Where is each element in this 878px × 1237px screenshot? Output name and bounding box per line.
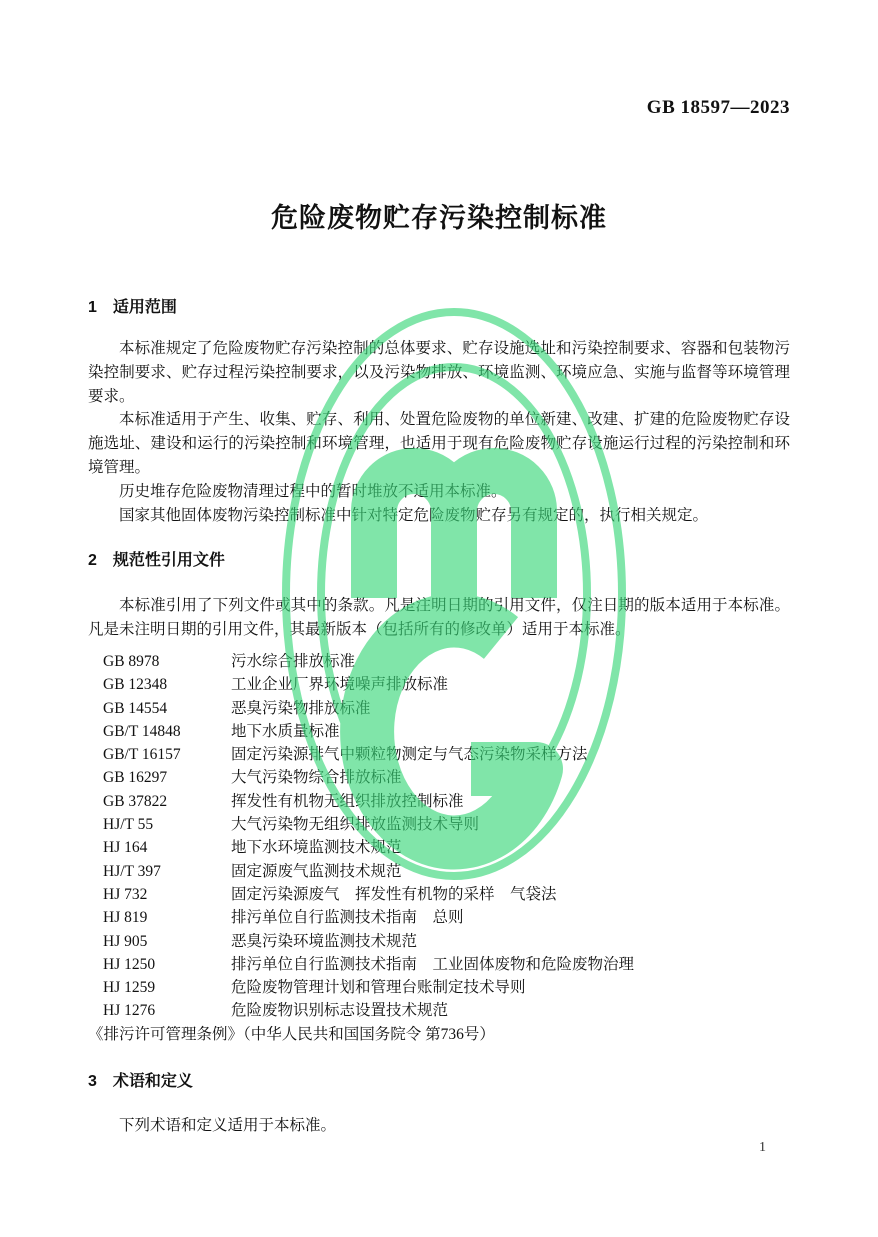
reference-title: 固定污染源排气中颗粒物测定与气态污染物采样方法 — [231, 746, 588, 764]
reference-code: GB 16297 — [103, 769, 168, 787]
reference-row — [88, 976, 790, 999]
reference-title: 危险废物管理计划和管理台账制定技术导则 — [231, 979, 526, 997]
reference-code: HJ 905 — [103, 932, 148, 950]
reference-row — [88, 883, 790, 906]
paragraph: 本标准引用了下列文件或其中的条款。凡是注明日期的引用文件，仅注日期的版本适用于本标准。凡是未注明日期的引用文件，其最新版本（包括所有的修改单）适用于本标准。 — [88, 597, 790, 638]
section-3-body — [88, 1114, 790, 1138]
reference-code: GB 14554 — [103, 699, 168, 717]
reference-code: HJ 1276 — [103, 1002, 156, 1020]
reference-code: GB 12348 — [103, 676, 168, 694]
reference-row — [88, 766, 790, 789]
paragraph: 下列术语和定义适用于本标准。 — [119, 1117, 337, 1134]
paragraph: 国家其他固体废物污染控制标准中针对特定危险废物贮存另有规定的，执行相关规定。 — [119, 506, 709, 524]
reference-row — [88, 836, 790, 859]
reference-title: 固定污染源废气 挥发性有机物的采样 气袋法 — [231, 885, 557, 903]
reference-row — [88, 790, 790, 813]
section-1-body — [88, 337, 790, 527]
reference-code: HJ/T 55 — [103, 816, 154, 834]
reference-row — [88, 906, 790, 929]
reference-row — [88, 650, 790, 673]
paragraph: 历史堆存危险废物清理过程中的暂时堆放不适用本标准。 — [119, 482, 507, 500]
reference-regulation: 《排污许可管理条例》（中华人民共和国国务院令 第736号） — [88, 1025, 495, 1043]
section-3-number: 3 — [88, 1073, 97, 1090]
section-2-title: 规范性引用文件 — [112, 552, 225, 569]
reference-code: HJ 732 — [103, 885, 148, 903]
reference-title: 危险废物识别标志设置技术规范 — [231, 1002, 449, 1020]
reference-title: 污水综合排放标准 — [231, 653, 356, 670]
reference-title: 大气污染物无组织排放监测技术导则 — [231, 816, 480, 834]
reference-title: 大气污染物综合排放标准 — [231, 769, 402, 787]
reference-title: 挥发性有机物无组织排放控制标准 — [231, 792, 464, 810]
reference-code: HJ/T 397 — [103, 862, 161, 880]
paragraph: 本标准适用于产生、收集、贮存、利用、处置危险废物的单位新建、改建、扩建的危险废物贮存设施选址、建设和运行的污染控制和环境管理，也适用于现有危险废物贮存设施运行过程的污染控制和环境管理。 — [88, 411, 790, 476]
reference-row — [88, 930, 790, 953]
reference-row — [88, 697, 790, 720]
section-2-number: 2 — [88, 552, 97, 569]
section-1-number: 1 — [88, 299, 97, 316]
reference-title: 地下水质量标准 — [231, 722, 340, 740]
section-3-title: 术语和定义 — [112, 1073, 193, 1090]
section-3-heading — [88, 1071, 790, 1092]
reference-row — [88, 720, 790, 743]
reference-title: 地下水环境监测技术规范 — [231, 839, 402, 857]
section-1-heading — [88, 297, 790, 318]
section-2-body — [88, 594, 790, 642]
reference-row — [88, 813, 790, 836]
reference-row — [88, 860, 790, 883]
section-1-title: 适用范围 — [112, 299, 177, 316]
reference-title: 工业企业厂界环境噪声排放标准 — [231, 676, 449, 694]
reference-code: GB 37822 — [103, 792, 168, 810]
reference-code: HJ 1259 — [103, 979, 156, 997]
reference-row — [88, 743, 790, 766]
page-title: 危险废物贮存污染控制标准 — [271, 203, 607, 233]
reference-code: GB/T 16157 — [103, 746, 181, 764]
section-2-heading — [88, 550, 790, 571]
reference-title: 固定源废气监测技术规范 — [231, 862, 402, 880]
reference-code: HJ 164 — [103, 839, 148, 857]
paragraph: 本标准规定了危险废物贮存污染控制的总体要求、贮存设施选址和污染控制要求、容器和包装物污染控制要求、贮存过程污染控制要求，以及污染物排放、环境监测、环境应急、实施与监督等环境管理要求。 — [88, 340, 790, 405]
reference-code: GB 8978 — [103, 653, 160, 670]
reference-code: HJ 819 — [103, 909, 148, 927]
reference-title: 恶臭污染物排放标准 — [231, 699, 371, 717]
reference-title: 恶臭污染环境监测技术规范 — [231, 932, 418, 950]
standard-code: GB 18597—2023 — [646, 97, 790, 118]
reference-title: 排污单位自行监测技术指南 总则 — [231, 909, 464, 927]
reference-row — [88, 673, 790, 696]
reference-list — [88, 650, 790, 1046]
reference-title: 排污单位自行监测技术指南 工业固体废物和危险废物治理 — [231, 955, 635, 973]
reference-row — [88, 953, 790, 976]
reference-code: GB/T 14848 — [103, 722, 181, 740]
page-number: 1 — [759, 1140, 766, 1155]
reference-code: HJ 1250 — [103, 955, 156, 973]
reference-row — [88, 999, 790, 1022]
